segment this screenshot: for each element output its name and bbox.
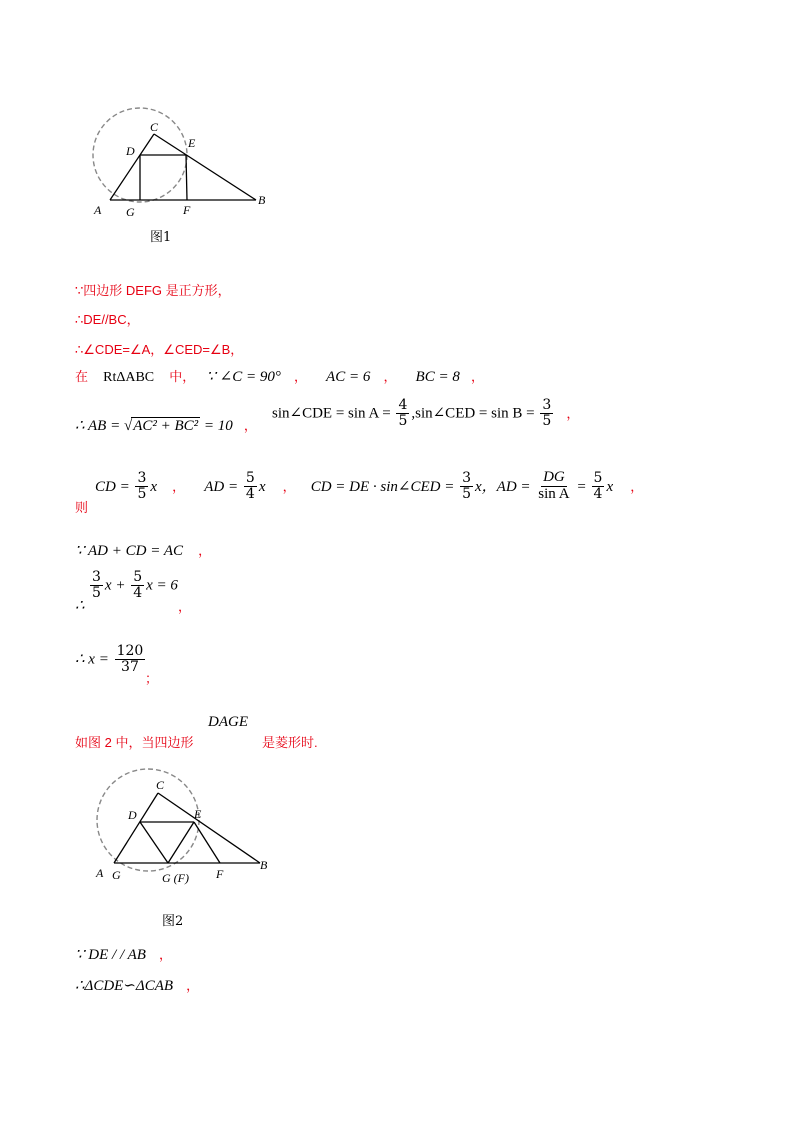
math-eq-10: = 10 bbox=[200, 418, 233, 434]
math-de-parallel-ab: ∵ DE / / AB bbox=[75, 947, 146, 963]
frac-den: 5 bbox=[137, 485, 147, 502]
line-similar bbox=[75, 975, 199, 995]
label-D: D bbox=[128, 808, 137, 822]
math-x: x bbox=[150, 478, 158, 495]
label-GF: G (F) bbox=[162, 871, 189, 885]
frac-37: 37 bbox=[121, 658, 139, 675]
frac-num: 5 bbox=[593, 470, 603, 487]
math-ad: AD = bbox=[204, 478, 242, 495]
math-ad-cd-ac: ∵ AD + CD = AC bbox=[75, 543, 183, 559]
math-x-eq-6: x = 6 bbox=[146, 577, 178, 594]
text-comma-4: ， bbox=[243, 418, 257, 433]
frac-num: 5 bbox=[245, 470, 255, 487]
line-square: ∵四边形 DEFG 是正方形， bbox=[75, 283, 231, 298]
label-E: E bbox=[188, 136, 196, 150]
frac-sina: sin A bbox=[538, 485, 570, 502]
frac-num: 3 bbox=[462, 470, 472, 487]
math-sqrt: AC² + BC² bbox=[133, 418, 199, 434]
text-semicolon: ； bbox=[145, 671, 159, 686]
line-parallel: ∴DE//BC， bbox=[75, 312, 140, 327]
label-B: B bbox=[260, 858, 268, 872]
math-x-eq: ∴ x = bbox=[75, 651, 113, 668]
label-F: F bbox=[216, 867, 224, 881]
frac-den: 4 bbox=[133, 584, 143, 601]
segment-dg bbox=[140, 822, 168, 863]
text-comma-11: ， bbox=[159, 947, 173, 962]
line-equation: $\frac{3}{5}$ x + $\frac{5}{4}$ x = 6 bbox=[92, 569, 178, 601]
frac-120: 120 bbox=[116, 643, 144, 659]
math-dage: DAGE bbox=[208, 714, 248, 730]
line-fig2-intro-b: 是菱形时. bbox=[262, 735, 318, 750]
math-bc: BC = 8 bbox=[415, 369, 460, 385]
label-F: F bbox=[183, 203, 191, 217]
math-similar: ∴ΔCDE∽ΔCAB bbox=[75, 978, 174, 994]
text-comma-1: ， bbox=[293, 369, 307, 384]
label-A: A bbox=[94, 203, 102, 217]
figure-2-diagram bbox=[88, 765, 278, 890]
label-C: C bbox=[156, 778, 165, 792]
label-G: G bbox=[112, 868, 121, 882]
figure-1-caption: 图1 bbox=[150, 230, 172, 245]
line-angles: ∴∠CDE=∠A，∠CED=∠B， bbox=[75, 342, 244, 357]
text-zai: 在 bbox=[75, 369, 89, 384]
text-comma-10: ， bbox=[178, 599, 192, 614]
figure-2-caption: 图2 bbox=[162, 914, 184, 929]
segment-ac bbox=[114, 793, 158, 863]
math-cd-de: CD = DE · sin∠CED = bbox=[310, 478, 459, 495]
label-E: E bbox=[194, 807, 202, 821]
frac-den: 4 bbox=[593, 485, 603, 502]
frac-den: 5 bbox=[462, 485, 472, 502]
line-right-triangle bbox=[75, 366, 484, 386]
text-then: 则 bbox=[75, 500, 89, 515]
line-cd-ad: CD = $\frac{3}{5}$ x ， AD = $\frac{5}{4}$ x ， CD = DE · sin∠CED = $\frac{3}{5}$ x，AD = $\frac{DG}{\text{sin A}}$ = $\frac{5}{4}$ x ， bbox=[95, 469, 644, 502]
segment-cb bbox=[158, 793, 260, 863]
math-x-ad: x，AD = bbox=[475, 478, 535, 495]
line-ab-length: ∴ AB = √AC² + BC² = 10 ， bbox=[75, 418, 257, 434]
segment-eg bbox=[168, 822, 194, 863]
figure-1-diagram bbox=[88, 100, 278, 225]
math-ac: AC = 6 bbox=[326, 369, 371, 385]
text-comma-8: ， bbox=[630, 478, 644, 494]
math-therefore: ∴ bbox=[75, 598, 85, 614]
frac-den: 4 bbox=[245, 485, 255, 502]
math-sin-ced: ,sin∠CED = sin B = bbox=[411, 405, 539, 422]
frac-num: 3 bbox=[92, 569, 101, 585]
frac-3-num: 3 bbox=[542, 397, 552, 413]
frac-5-den: 5 bbox=[398, 412, 408, 429]
math-ab: ∴ AB = bbox=[75, 418, 124, 434]
frac-4-num: 4 bbox=[398, 397, 408, 413]
circle-2 bbox=[97, 769, 199, 871]
math-angle-c: ∵ ∠C = 90° bbox=[206, 369, 281, 385]
text-zhong: 中， bbox=[169, 369, 196, 384]
frac-dg: DG bbox=[543, 469, 565, 485]
text-comma-3: ， bbox=[470, 369, 484, 384]
label-D: D bbox=[126, 144, 135, 158]
text-comma-6: ， bbox=[172, 478, 186, 494]
segment-ef bbox=[186, 155, 187, 200]
frac-5-den-2: 5 bbox=[542, 412, 552, 429]
text-comma-12: ， bbox=[186, 978, 200, 993]
line-fig2-intro-a: 如图 2 中，当四边形 bbox=[75, 735, 194, 750]
text-comma-9: ， bbox=[198, 543, 212, 558]
math-x: x bbox=[606, 478, 614, 495]
line-sines bbox=[272, 398, 579, 428]
label-C: C bbox=[150, 120, 159, 134]
line-sum bbox=[75, 540, 211, 560]
math-sin-cde: sin∠CDE = sin A = bbox=[272, 405, 395, 422]
text-rt-abc: RtΔABC bbox=[103, 370, 155, 385]
frac-num: 5 bbox=[133, 569, 143, 585]
segment-ef bbox=[194, 822, 220, 863]
label-B: B bbox=[258, 193, 266, 207]
line-de-ab bbox=[75, 944, 172, 964]
text-comma-5: ， bbox=[566, 405, 580, 421]
line-x-value bbox=[75, 644, 147, 674]
label-A: A bbox=[96, 866, 104, 880]
math-cd: CD = bbox=[95, 478, 134, 495]
frac-den: 5 bbox=[92, 584, 101, 601]
frac-num: 3 bbox=[137, 470, 147, 487]
label-G: G bbox=[126, 205, 135, 219]
math-x: x bbox=[258, 478, 266, 495]
text-comma-2: ， bbox=[383, 369, 397, 384]
segment-cb bbox=[154, 134, 256, 200]
text-comma-7: ， bbox=[282, 478, 296, 494]
